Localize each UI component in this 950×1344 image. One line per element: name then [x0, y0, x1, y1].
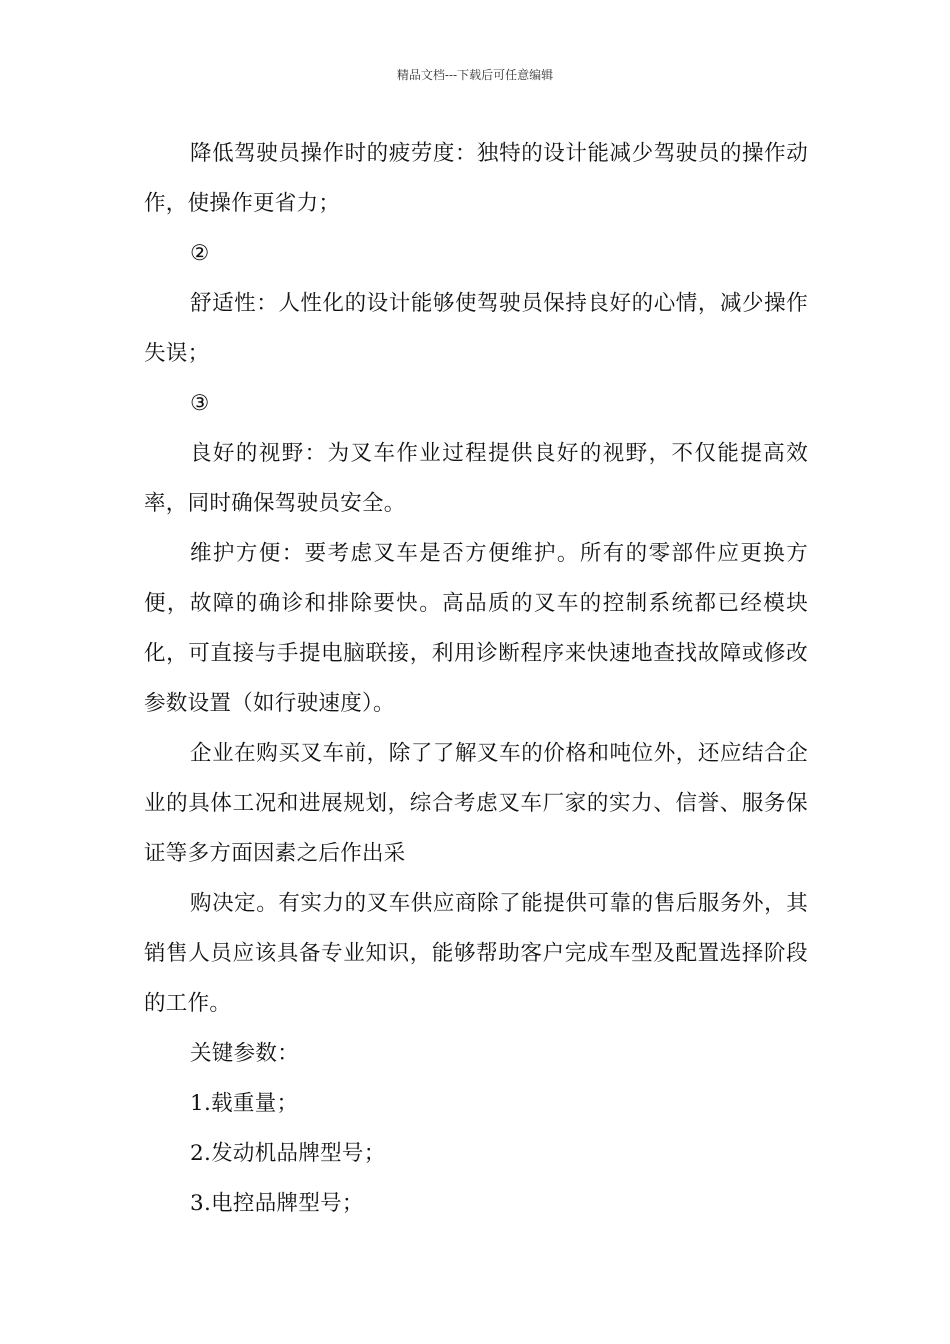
paragraph-maintenance: 维护方便：要考虑叉车是否方便维护。所有的零部件应更换方便，故障的确诊和排除要快。高品质的叉车的控制系统都已经模块化，可直接与手提电脑联接，利用诊断程序来快速地查找故障或修改参数设置（如行驶速度）。	[144, 541, 808, 716]
paragraph-purchase: 企业在购买叉车前，除了了解叉车的价格和吨位外，还应结合企业的具体工况和进展规划，综合考虑叉车厂家的实力、信誉、服务保证等多方面因素之后作出采	[144, 741, 808, 866]
paragraph-decision: 购决定。有实力的叉车供应商除了能提供可靠的售后服务外，其销售人员应该具备专业知识，能够帮助客户完成车型及配置选择阶段的工作。	[144, 891, 808, 1016]
document-body	[144, 129, 808, 1229]
paragraph-marker-3: ③	[190, 391, 210, 416]
list-item-load: 1.载重量；	[190, 1091, 299, 1116]
paragraph-comfort: 舒适性：人性化的设计能够使驾驶员保持良好的心情，减少操作失误；	[144, 291, 808, 366]
paragraph-marker-2: ②	[190, 241, 210, 266]
list-item-engine: 2.发动机品牌型号；	[190, 1141, 386, 1166]
paragraph-key-params: 关键参数：	[190, 1041, 300, 1066]
paragraph-visibility: 良好的视野：为叉车作业过程提供良好的视野，不仅能提高效率，同时确保驾驶员安全。	[144, 441, 808, 516]
paragraph-fatigue: 降低驾驶员操作时的疲劳度：独特的设计能减少驾驶员的操作动作，使操作更省力；	[144, 141, 808, 216]
list-item-control: 3.电控品牌型号；	[190, 1191, 364, 1216]
page-header: 精品文档---下载后可任意编辑	[396, 68, 554, 82]
